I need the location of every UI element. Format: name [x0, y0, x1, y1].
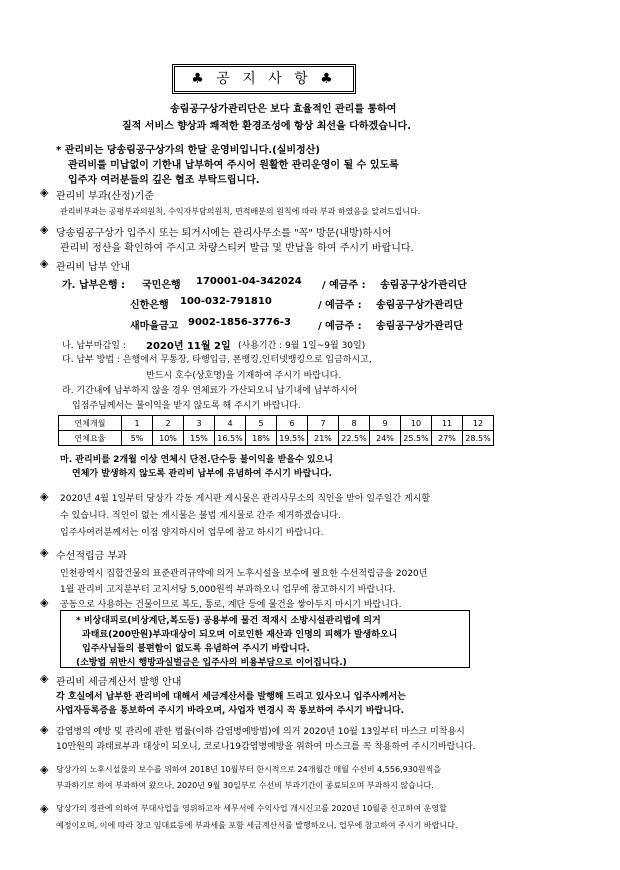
fire-safety-line-1: * 비상대피로(비상계단,복도등) 공용부에 물건 적재시 소방시설관리법에 의거 — [76, 616, 381, 626]
bank-account-2: 100-032-791810 — [180, 296, 272, 307]
bank-holder-3: 송림공구상가관리단 — [376, 321, 463, 332]
repair-charge-line-1: 당상가의 노후시설물의 보수를 위하여 2018년 10월부터 한시적으로 24개월간 매월 수선비 4,556,930원씩을 — [56, 765, 442, 774]
table-head-rates: 연체요율 — [59, 431, 122, 446]
notice-title: ♣ 공 지 사 항 ♣ — [172, 64, 356, 94]
late-line-2: 입점주님께서는 불이익을 받지 않도록 해 주시기 바랍니다. — [72, 401, 301, 411]
table-cell: 5% — [122, 431, 153, 446]
table-cell: 3 — [184, 416, 215, 431]
mask-line-2: 10만원의 과태료부과 대상이 되오니, 코로나19감염병예방을 위하여 마스크를 꼭 착용하여 주시기바랍니다. — [56, 742, 476, 752]
fire-safety-line-3: 입주사님들의 불편함이 없도록 유념하여 주시기 바랍니다. — [82, 644, 310, 654]
fire-safety-line-2: 과태료(200만원)부과대상이 되오며 이로인한 재산과 인명의 피해가 발생하오니 — [82, 630, 398, 640]
due-label: 나. 납부마감일 : — [62, 341, 126, 351]
table-cell: 8 — [339, 416, 370, 431]
table-cell: 16.5% — [215, 431, 246, 446]
table-cell: 6 — [277, 416, 308, 431]
bank-account-3: 9002-1856-3776-3 — [188, 317, 291, 328]
intro-line-1: 송림공구상가관리단은 보다 효율적인 관리를 통하여 — [170, 104, 397, 115]
section-fee-basis-body: 관리비부과는 공평부과의원칙, 수익자부담의원칙, 면적배분의 원칙에 따라 부과 하였음을 알려드립니다. — [60, 207, 421, 216]
table-cell: 1 — [122, 416, 153, 431]
mask-line-1: 감염병의 예방 및 관리에 관한 법률(이하 감염병예방법)에 의거 2020년 10월 13일부터 마스크 미착용시 — [56, 727, 465, 737]
repair-fund-head: 수선적립금 부과 — [56, 551, 127, 562]
table-cell: 28.5% — [463, 431, 494, 446]
notice-star-line-3: 입주자 여러분들의 깊은 협조 부탁드립니다. — [68, 175, 260, 186]
method-line-2: 반드시 호수(상호명)을 기재하여 주시기 바랍니다. — [146, 371, 342, 381]
section-payment-head: 관리비 납부 안내 — [56, 262, 130, 273]
board-line-2: 수 있습니다. 직인이 없는 게시물은 불법 게시물로 간주 제거하겠습니다. — [60, 511, 341, 521]
invoice-line-2: 사업자등록증을 통보하여 주시기 바라오며, 사업자 변경시 꼭 통보하여 주시기 바랍니다. — [56, 706, 405, 716]
fire-safety-line-4: (소방법 위반시 행방과실벌금은 입주사의 비용부담으로 이어집니다.) — [76, 658, 347, 668]
table-cell: 7 — [308, 416, 339, 431]
late-line-1: 라. 기간내에 납부하지 않을 경우 연체료가 가산되오니 납기내에 납부하시어 — [62, 386, 358, 396]
bank-label: 가. 납부은행 : — [62, 280, 126, 291]
table-cell: 18% — [246, 431, 277, 446]
table-cell: 27% — [432, 431, 463, 446]
notice-star-line-1: * 관리비는 당송림공구상가의 한달 운영비입니다.(실비정산) — [56, 145, 320, 156]
repair-fund-line-2: 1월 관리비 고지분부터 고지서당 5,000원씩 부과하오니 업무에 참고하시기 바랍니다. — [60, 585, 396, 595]
diamond-bullet-icon: ◈ — [40, 223, 49, 236]
bank-holder-label-3: / 예금주 : — [318, 321, 362, 332]
bank-holder-2: 송림공구상가관리단 — [376, 300, 463, 311]
table-cell: 15% — [184, 431, 215, 446]
bank-name-1: 국민은행 — [142, 280, 181, 291]
table-cell: 10 — [401, 416, 432, 431]
business-line-1: 당상가의 정관에 의하여 부대사업을 영위하고자 세무서에 수익사업 개시신고를 2020년 10월중 신고하여 운영할 — [56, 804, 447, 813]
invoice-line-1: 각 호실에서 납부한 관리비에 대해서 세금계산서를 발행해 드리고 있사오니 입주사께서는 — [56, 692, 406, 702]
bank-holder-label-1: / 예금주 : — [322, 280, 366, 291]
board-line-1: 2020년 4월 1일부터 당상가 각동 게시판 게시물은 관리사무소의 직인을 받아 일주일간 게시할 — [60, 494, 431, 504]
table-cell: 21% — [308, 431, 339, 446]
table-cell: 25.5% — [401, 431, 432, 446]
diamond-bullet-icon: ◈ — [40, 186, 49, 199]
arrears-line-2: 연체가 발생하지 않도록 관리비 납부에 유념하여 주시기 바랍니다. — [72, 469, 333, 479]
table-cell: 5 — [246, 416, 277, 431]
bank-holder-1: 송림공구상가관리단 — [380, 280, 467, 291]
corridor-notice: 공동으로 사용하는 건물이므로 복도, 통로, 계단 등에 물건을 쌓아두지 마시기 바랍니다. — [60, 600, 402, 610]
diamond-bullet-icon: ◈ — [40, 763, 49, 776]
table-cell: 22.5% — [339, 431, 370, 446]
notice-star-line-2: 관리비를 미납없이 기한내 납부하여 주시어 원활한 관리운영이 될 수 있도록 — [68, 160, 399, 171]
late-fee-table — [58, 415, 494, 446]
diamond-bullet-icon: ◈ — [40, 490, 49, 503]
repair-fund-line-1: 인천광역시 집합건물의 표준관리규약에 의거 노후시설을 보수에 필요한 수선적립금을 2020년 — [60, 569, 428, 579]
diamond-bullet-icon: ◈ — [40, 257, 49, 270]
section-fee-basis-head: 관리비 부과(산정)기준 — [56, 191, 154, 202]
table-cell: 24% — [370, 431, 401, 446]
invoice-head: 관리비 세금계산서 발행 안내 — [56, 677, 182, 688]
table-cell: 4 — [215, 416, 246, 431]
bank-holder-label-2: / 예금주 : — [318, 300, 362, 311]
due-period: (사용기간 : 9월 1일~9월 30일) — [238, 341, 366, 351]
diamond-bullet-icon: ◈ — [40, 723, 49, 736]
bank-name-2: 신한은행 — [130, 300, 169, 311]
diamond-bullet-icon: ◈ — [40, 672, 49, 685]
section-move-line-1: 당송림공구상가 입주시 또는 퇴거시에는 관리사무소를 "꼭" 방문(내방)하시어 — [56, 228, 392, 239]
bank-account-1: 170001-04-342024 — [196, 276, 302, 287]
business-line-2: 예정이오며, 이에 따라 창고 임대료등에 부과세를 포함 세금계산서를 발행하오니, 업무에 참고하여 주시기 바랍니다. — [56, 821, 458, 830]
due-date: 2020년 11월 2일 — [146, 341, 231, 352]
repair-charge-line-2: 부과하기로 하여 부과하여 왔으나, 2020년 9월 30일부로 수선비 부과기간이 종료되오며 부과하지 않습니다. — [56, 781, 434, 790]
arrears-line-1: 마. 관리비를 2개월 이상 연체시 단전.단수등 불이익을 받을수 있으니 — [60, 455, 333, 465]
board-line-3: 입주사여러분께서는 이점 양지하시어 업무에 참고 하시기 바랍니다. — [60, 528, 324, 538]
table-row — [59, 431, 494, 446]
table-cell: 19.5% — [277, 431, 308, 446]
intro-line-2: 질적 서비스 향상과 쾌적한 환경조성에 항상 최선을 다하겠습니다. — [122, 121, 411, 132]
table-cell: 11 — [432, 416, 463, 431]
table-cell: 9 — [370, 416, 401, 431]
bank-name-3: 새마을금고 — [130, 321, 179, 332]
diamond-bullet-icon: ◈ — [40, 596, 49, 609]
diamond-bullet-icon: ◈ — [40, 546, 49, 559]
table-cell: 12 — [463, 416, 494, 431]
table-row — [59, 416, 494, 431]
table-cell: 10% — [153, 431, 184, 446]
table-cell: 2 — [153, 416, 184, 431]
table-head-months: 연체개월 — [59, 416, 122, 431]
method-line-1: 다. 납부 방법 : 은행에서 무통장, 타행입금, 폰뱅킹,인터넷뱅킹으로 입금하시고, — [62, 355, 372, 365]
section-move-line-2: 관리비 정산을 확인하여 주시고 차량스티커 발급 및 반납을 하여 주시기 바랍니다. — [60, 243, 414, 254]
diamond-bullet-icon: ◈ — [40, 802, 49, 815]
